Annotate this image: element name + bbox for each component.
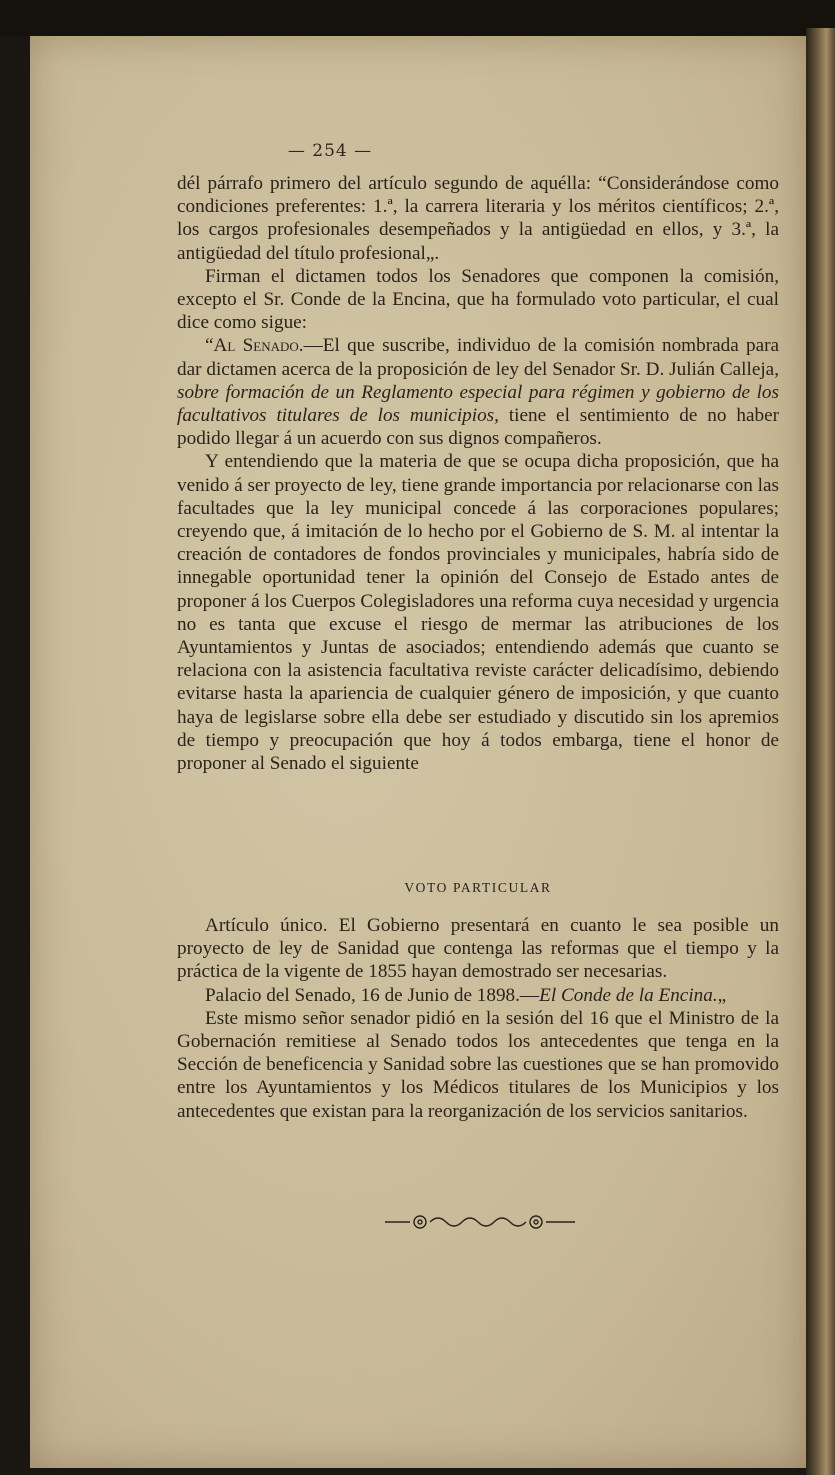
paragraph-3-text-b: tiene el sentimiento de no haber podido llegar á un acuerdo con sus dignos compañeros. (177, 405, 779, 450)
page-number: — 254 — (287, 141, 373, 161)
paragraph-6 (177, 984, 779, 1007)
signature-place-date: Palacio del Senado, 16 de Junio de 1898.— (205, 984, 540, 1006)
section-heading: VOTO PARTICULAR (404, 880, 552, 895)
paragraph-5: Artículo único. El Gobierno presentará en cuanto le sea posible un proyecto de ley de Sanidad que contenga las reformas que el tiempo y la práctica de la vigente de 1855 hayan demostrado ser necesarias. (177, 915, 779, 983)
paragraph-2: Firman el dictamen todos los Senadores que componen la comisión, excepto el Sr. Conde de la Encina, que ha formulado voto particular, el cual dice como sigue: (177, 265, 779, 334)
signatory-italic: El Conde de la Encina. (539, 984, 718, 1006)
book-page-edge (806, 28, 835, 1475)
opening-quote: “ (205, 335, 214, 357)
paragraph-1: dél párrafo primero del artículo segundo de aquélla: “Considerándose como condiciones preferentes: 1.ª, la carrera literaria y los méritos científicos; 2.ª, los cargos profesionales desempeñados y la antigüedad en ellos, y 3.ª, la antigüedad del título profesional„. (177, 173, 779, 264)
page-body-lower (177, 0, 779, 1123)
paragraph-4: Y entendiendo que la materia de que se ocupa dicha proposición, que ha venido á ser proyecto de ley, tiene grande importancia por relacionarse con las facultades que la ley municipal concede á las corporaciones populares; creyendo que, á imitación de lo hecho por el Gobierno de S. M. al intentar la creación de contadores de fondos provinciales y municipales, habría sido de innegable oportunidad tener la opinión del Consejo de Estado antes de proponer á los Cuerpos Colegisladores una reforma cuya necesidad y urgencia no es tanta que excuse el riesgo de mermar las atribuciones de los Ayuntamientos y Juntas de asociados; entendiendo además que cuanto se relaciona con la asistencia facultativa reviste carácter delicadísimo, debiendo evitarse hasta la apariencia de cualquier género de imposición, y que cuanto haya de legislarse sobre ella debe ser estudiado y discutido sin los apremios de tiempo y preocupación que hoy á todos embarga, tiene el honor de proponer al Senado el siguiente (177, 451, 779, 775)
addressee-smallcaps: Al Senado. (213, 335, 304, 357)
bill-title-italic: sobre formación de un Reglamento especial para régimen y gobierno de los facultativos titulares de los municipios, (177, 381, 779, 427)
closing-quote: „ (717, 984, 727, 1006)
paragraph-3-text-a: —El que suscribe, individuo de la comisión nombrada para dar dictamen acerca de la proposición de ley del Senador Sr. D. Julián Calleja, (177, 335, 780, 380)
decorative-ornament (380, 1212, 580, 1232)
paragraph-7: Este mismo señor senador pidió en la sesión del 16 que el Ministro de la Gobernación remitiese al Senado todos los antecedentes que tenga en la Sección de beneficencia y Sanidad sobre las cuestiones que se han promovido entre los Ayuntamientos y los Médicos titulares de los Municipios y los antecedentes que existan para la reorganización de los servicios sanitarios. (177, 1007, 779, 1122)
